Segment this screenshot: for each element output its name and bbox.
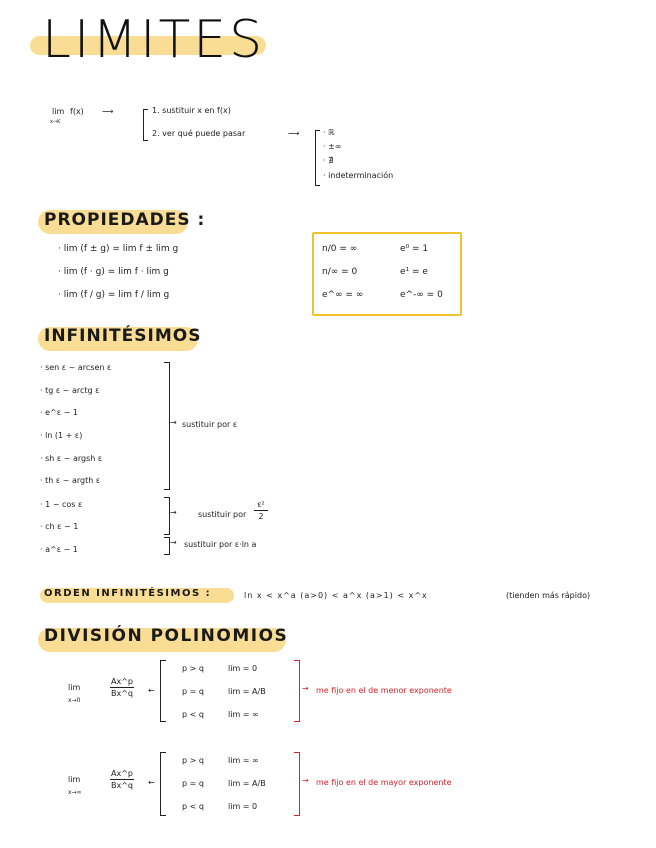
fraction-denominator: Bx^q xyxy=(110,689,133,698)
cases-left-bracket xyxy=(160,660,166,722)
intro-fx: f(x) xyxy=(70,107,84,116)
fraction-line xyxy=(254,510,268,511)
division-heading: DIVISIÓN POLINOMIOS xyxy=(44,626,289,646)
outcome-item: · ±∞ xyxy=(323,142,342,151)
group2-arrow: → xyxy=(170,508,177,517)
case-condition: p < q xyxy=(182,710,204,719)
intro-brace xyxy=(143,109,148,141)
intro-step-1: 1. sustituir x en f(x) xyxy=(152,106,231,115)
property-rule: · lim (f · g) = lim f · lim g xyxy=(58,267,169,277)
fraction-denominator: Bx^q xyxy=(110,781,133,790)
division-arrow-left: ← xyxy=(148,778,155,787)
fraction-numerator: ε² xyxy=(257,500,265,509)
box-cell: e¹ = e xyxy=(400,267,428,277)
intro-lim xyxy=(52,107,64,116)
division-lim-sub: x→∞ xyxy=(68,789,82,796)
outcomes-brace xyxy=(315,130,320,186)
cases-right-bracket xyxy=(294,660,300,722)
fraction-numerator: Ax^p xyxy=(111,769,133,778)
case-condition: p = q xyxy=(182,687,204,696)
group2-fraction xyxy=(254,500,268,521)
infinitesimo-item: · a^ε − 1 xyxy=(40,545,78,554)
division-arrow-left: ← xyxy=(148,686,155,695)
infinitesimo-item: · 1 − cos ε xyxy=(40,500,83,509)
infinitesimo-item: · e^ε − 1 xyxy=(40,408,78,417)
orden-note: (tienden más rápido) xyxy=(506,591,591,600)
case-result: lim = ∞ xyxy=(228,710,259,719)
division-fraction xyxy=(110,677,134,698)
cases-right-bracket xyxy=(294,752,300,816)
lim-label: lim xyxy=(52,107,65,116)
box-cell: e^-∞ = 0 xyxy=(400,290,443,300)
orden-heading: ORDEN INFINITÉSIMOS : xyxy=(44,588,212,599)
fraction-line xyxy=(110,687,134,688)
intro-step-2: 2. ver qué puede pasar xyxy=(152,129,246,138)
fraction-numerator: Ax^p xyxy=(111,677,133,686)
box-cell: e^∞ = ∞ xyxy=(322,290,364,300)
group2-result: sustituir por xyxy=(198,510,247,519)
case-condition: p = q xyxy=(182,779,204,788)
case-result: lim = 0 xyxy=(228,802,258,811)
infinitesimo-item: · sen ε ~ arcsen ε xyxy=(40,363,112,372)
case-condition: p > q xyxy=(182,756,204,765)
infinitesimo-item: · th ε ~ argth ε xyxy=(40,476,101,485)
propiedades-heading: PROPIEDADES : xyxy=(44,210,206,230)
case-condition: p > q xyxy=(182,664,204,673)
fraction-line xyxy=(110,779,134,780)
box-cell: n/∞ = 0 xyxy=(322,267,358,277)
case-condition: p < q xyxy=(182,802,204,811)
infinitesimo-item: · sh ε ~ argsh ε xyxy=(40,454,103,463)
case-result: lim = A/B xyxy=(228,779,266,788)
property-rule: · lim (f ± g) = lim f ± lim g xyxy=(58,244,179,254)
cases-left-bracket xyxy=(160,752,166,816)
division-lim-sub: x→0 xyxy=(68,697,81,704)
note-arrow: → xyxy=(302,684,309,693)
intro-arrow-2: ⟶ xyxy=(288,129,300,138)
infinitesimo-item: · tg ε ~ arctg ε xyxy=(40,386,100,395)
fraction-denominator: 2 xyxy=(258,512,264,521)
division-note: me fijo en el de mayor exponente xyxy=(316,778,452,787)
outcome-item: · ∄ xyxy=(323,156,334,165)
case-result: lim = 0 xyxy=(228,664,258,673)
group1-arrow: → xyxy=(170,418,177,427)
infinitesimos-heading: INFINITÉSIMOS xyxy=(44,326,202,346)
division-lim: lim xyxy=(68,683,81,692)
case-result: lim = ∞ xyxy=(228,756,259,765)
page-title: LIMITES xyxy=(42,10,266,70)
infinitesimo-item: · ln (1 + ε) xyxy=(40,431,83,440)
group1-result: sustituir por ε xyxy=(182,420,238,429)
group3-result: sustituir por ε·ln a xyxy=(184,540,257,549)
note-arrow: → xyxy=(302,776,309,785)
division-lim: lim xyxy=(68,775,81,784)
intro-arrow: ⟶ xyxy=(102,107,114,116)
division-note: me fijo en el de menor exponente xyxy=(316,686,452,695)
outcome-item: · indeterminación xyxy=(323,171,394,180)
box-cell: n/0 = ∞ xyxy=(322,244,358,254)
infinitesimo-item: · ch ε − 1 xyxy=(40,522,79,531)
intro-lim-sub: x→K xyxy=(50,119,61,125)
case-result: lim = A/B xyxy=(228,687,266,696)
property-rule: · lim (f / g) = lim f / lim g xyxy=(58,290,170,300)
outcome-item: · ℝ xyxy=(323,128,335,137)
box-cell: e⁰ = 1 xyxy=(400,244,429,254)
division-fraction xyxy=(110,769,134,790)
group3-arrow: → xyxy=(170,538,177,547)
orden-expression: ln x < x^a (a>0) < a^x (a>1) < x^x xyxy=(244,591,428,600)
